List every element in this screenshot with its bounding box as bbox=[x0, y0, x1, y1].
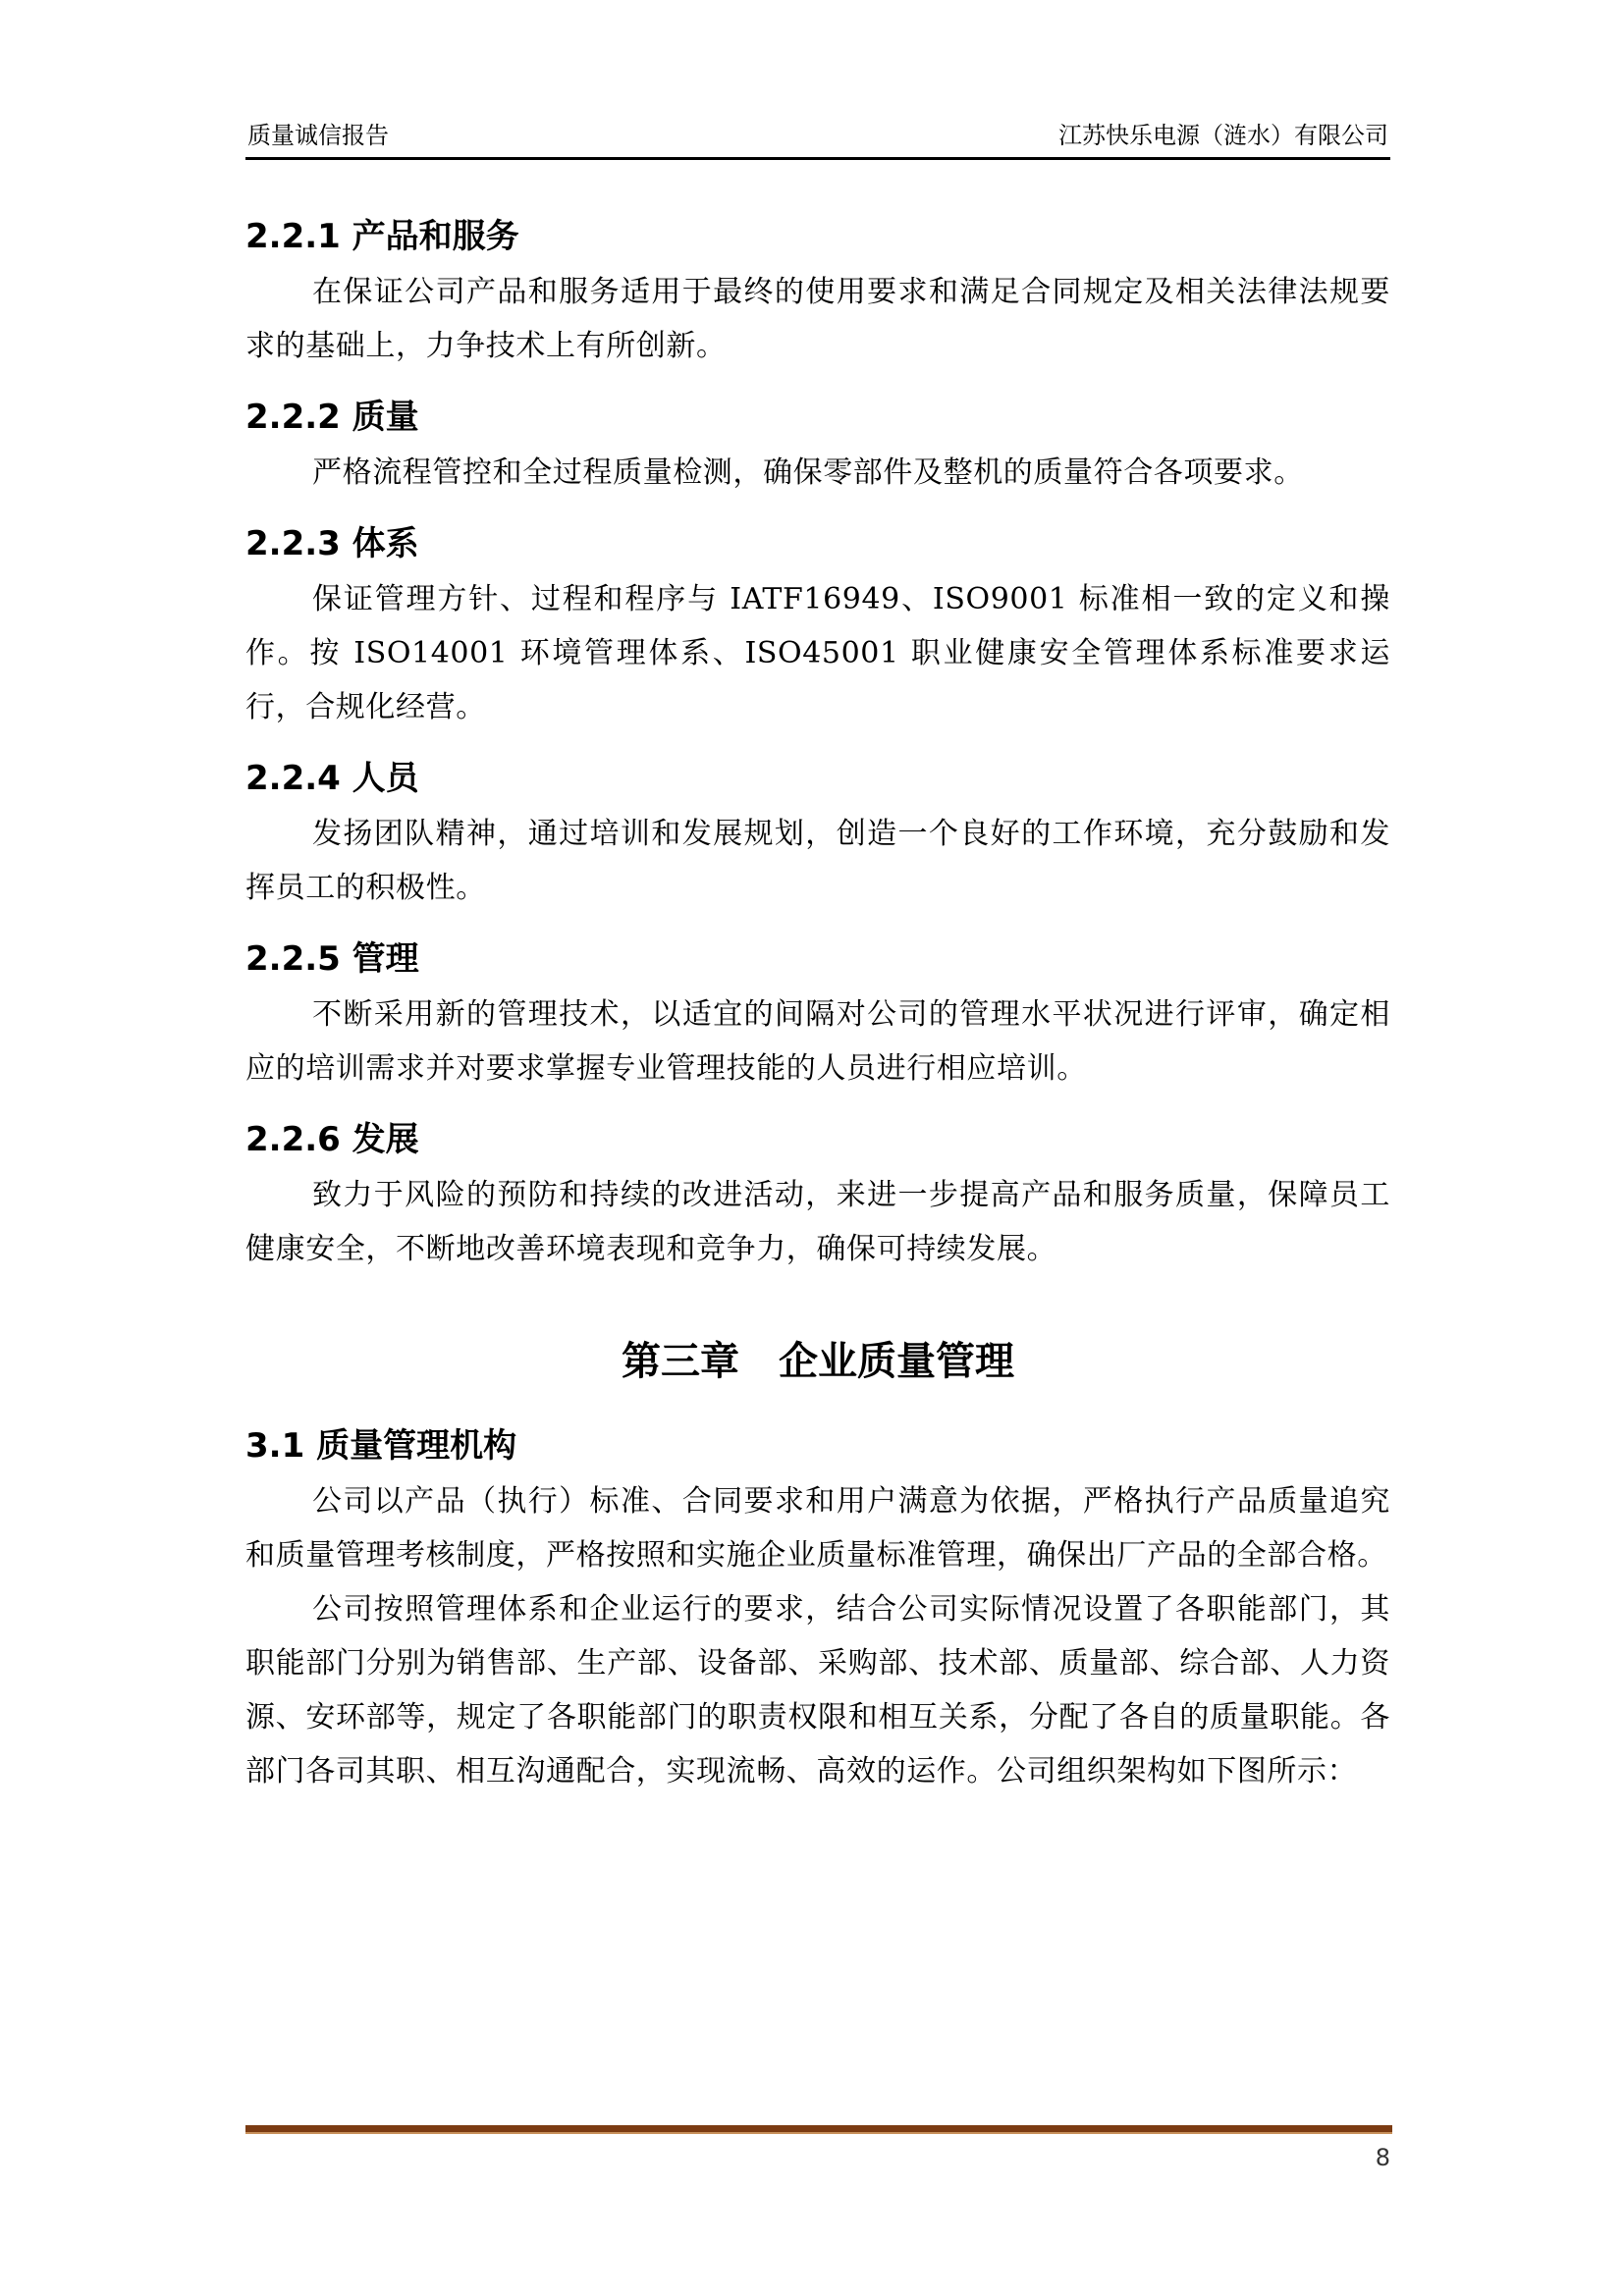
section-paragraph: 公司按照管理体系和企业运行的要求，结合公司实际情况设置了各职能部门，其职能部门分别为销售部、生产部、设备部、采购部、技术部、质量部、综合部、人力资源、安环部等，规定了各职能部门的职责权限和相互关系，分配了各自的质量职能。各部门各司其职、相互沟通配合，实现流畅、高效的运作。公司组织架构如下图所示： bbox=[245, 1592, 1390, 1789]
section-number: 2.2.3 bbox=[245, 524, 341, 563]
section-number: 3.1 bbox=[245, 1426, 305, 1466]
section-title: 产品和服务 bbox=[352, 217, 519, 256]
section-heading-2-2-5 bbox=[245, 931, 1390, 988]
section-paragraph: 在保证公司产品和服务适用于最终的使用要求和满足合同规定及相关法律法规要求的基础上，力争技术上有所创新。 bbox=[245, 275, 1390, 363]
section-number: 2.2.1 bbox=[245, 217, 341, 256]
chapter-title bbox=[245, 1329, 1390, 1394]
section-paragraph: 不断采用新的管理技术，以适宜的间隔对公司的管理水平状况进行评审，确定相应的培训需求并对要求掌握专业管理技能的人员进行相应培训。 bbox=[245, 997, 1390, 1086]
page-number: 8 bbox=[1375, 2144, 1390, 2171]
header-company-name: 江苏快乐电源（涟水）有限公司 bbox=[1058, 122, 1388, 149]
section-heading-2-2-3 bbox=[245, 515, 1390, 572]
section-heading-2-2-4 bbox=[245, 750, 1390, 807]
section-title: 质量 bbox=[352, 398, 419, 437]
chapter-name: 企业质量管理 bbox=[779, 1339, 1014, 1384]
section-title: 人员 bbox=[352, 759, 419, 798]
section-paragraph: 严格流程管控和全过程质量检测，确保零部件及整机的质量符合各项要求。 bbox=[312, 455, 1304, 490]
section-heading-3-1 bbox=[245, 1417, 1390, 1474]
section-heading-2-2-1 bbox=[245, 208, 1390, 265]
section-heading-2-2-6 bbox=[245, 1111, 1390, 1168]
header-report-title: 质量诚信报告 bbox=[247, 122, 389, 149]
section-paragraph: 发扬团队精神，通过培训和发展规划，创造一个良好的工作环境，充分鼓励和发挥员工的积极性。 bbox=[245, 817, 1390, 905]
section-number: 2.2.4 bbox=[245, 759, 341, 798]
footer-divider bbox=[245, 2125, 1392, 2134]
section-title: 管理 bbox=[352, 939, 419, 979]
page-content bbox=[245, 208, 1390, 1798]
chapter-number: 第三章 bbox=[622, 1339, 739, 1384]
section-paragraph: 致力于风险的预防和持续的改进活动，来进一步提高产品和服务质量，保障员工健康安全，不断地改善环境表现和竞争力，确保可持续发展。 bbox=[245, 1178, 1390, 1266]
section-paragraph: 公司以产品（执行）标准、合同要求和用户满意为依据，严格执行产品质量追究和质量管理考核制度，严格按照和实施企业质量标准管理，确保出厂产品的全部合格。 bbox=[245, 1484, 1390, 1573]
section-heading-2-2-2 bbox=[245, 389, 1390, 446]
section-number: 2.2.2 bbox=[245, 398, 341, 437]
page-header bbox=[245, 110, 1390, 160]
section-number: 2.2.5 bbox=[245, 939, 341, 979]
section-number: 2.2.6 bbox=[245, 1120, 341, 1159]
section-title: 质量管理机构 bbox=[316, 1426, 517, 1466]
section-paragraph: 保证管理方针、过程和程序与 IATF16949、ISO9001 标准相一致的定义和操作。按 ISO14001 环境管理体系、ISO45001 职业健康安全管理体系标准要求运行，合规化经营。 bbox=[245, 582, 1390, 724]
section-title: 发展 bbox=[352, 1120, 419, 1159]
section-title: 体系 bbox=[352, 524, 419, 563]
